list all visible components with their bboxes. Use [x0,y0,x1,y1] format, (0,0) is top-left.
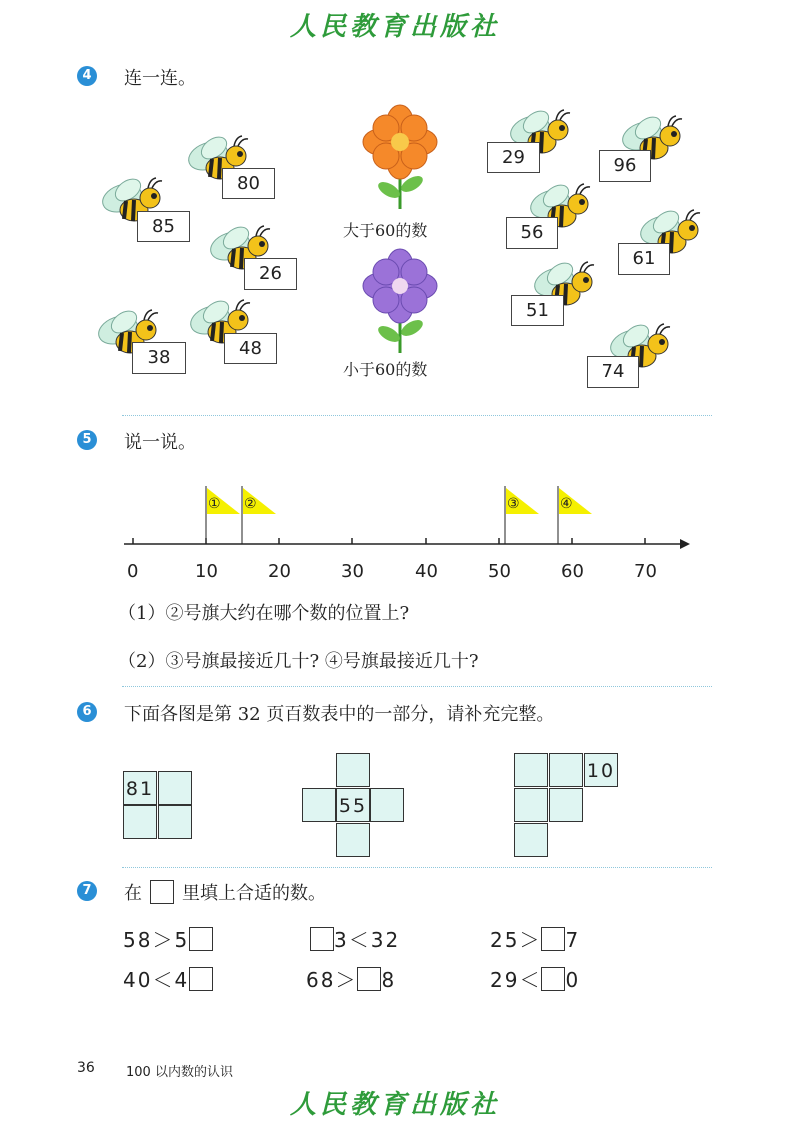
grid-cell-blank[interactable] [123,805,157,839]
flag-2 [242,486,276,544]
inequality-left: 29＜ [490,968,542,992]
question-4-text: 连一连。 [124,68,196,89]
bee-number-box[interactable]: 85 [137,211,190,242]
flag-3 [505,486,539,544]
bee-number-box[interactable]: 26 [244,258,297,290]
question-6-text: 下面各图是第 32 页百数表中的一部分，请补充完整。 [124,704,555,725]
answer-blank[interactable] [189,967,213,991]
flag-2-label: ② [244,496,257,512]
bee-number-box[interactable]: 96 [599,150,651,182]
inequality-item [306,964,396,993]
bee-number-box[interactable]: 74 [587,356,639,388]
inequality-right: 3＜32 [334,928,401,952]
question-4-badge: 4 [77,66,97,86]
grid-cell-blank[interactable] [549,788,583,822]
bee-number-box[interactable]: 29 [487,142,540,173]
grid-cell: 81 [123,771,157,805]
grid-cell-blank[interactable] [514,788,548,822]
bee-number-box[interactable]: 61 [618,243,670,275]
inequality-item [123,964,213,993]
inequality-left: 40＜4 [123,968,190,992]
grid-cell-blank[interactable] [336,823,370,857]
inequality-right: 0 [565,968,581,992]
flag-4 [558,486,592,544]
publisher-logo-bottom: 人民教育出版社 [290,1090,501,1120]
flower-icon [355,104,445,214]
publisher-logo-top: 人民教育出版社 [290,12,501,42]
bee-number-box[interactable]: 51 [511,295,564,326]
question-7-text-pre: 在 [124,883,142,904]
question-6-badge: 6 [77,702,97,722]
chapter-title: 100 以内数的认识 [126,1065,233,1080]
tick-label: 70 [634,561,657,582]
divider [122,415,712,416]
inequality-left: 25＞ [490,928,542,952]
grid-cell-blank[interactable] [336,753,370,787]
grid-cell: 10 [584,753,618,787]
inequality-left: 68＞ [306,968,358,992]
answer-blank[interactable] [189,927,213,951]
question-5-sub2: （2）③号旗最接近几十? ④号旗最接近几十? [118,651,479,672]
bee-number-box[interactable]: 56 [506,217,558,249]
blank-box-example [150,880,174,904]
tick-marks [133,538,645,544]
divider [122,686,712,687]
hundred-chart-grid-3 [514,753,618,857]
tick-label: 10 [195,561,218,582]
answer-blank[interactable] [357,967,381,991]
flower-purple [355,248,445,362]
flag-1 [206,486,240,544]
flower-label-less: 小于60的数 [343,360,428,379]
question-5-text: 说一说。 [124,432,196,453]
inequality-item [310,924,400,953]
answer-blank[interactable] [541,927,565,951]
question-7-text [124,879,326,905]
hundred-chart-grid-2 [302,753,406,857]
inequality-right: 7 [565,928,581,952]
grid-cell-blank[interactable] [549,753,583,787]
inequality-item [490,964,580,993]
inequality-left: 58＞5 [123,928,190,952]
hundred-chart-grid-1 [123,771,193,839]
inequality-item [123,924,213,953]
grid-cell-blank[interactable] [158,771,192,805]
tick-label: 20 [268,561,291,582]
flower-orange [355,104,445,218]
flower-label-greater: 大于60的数 [343,221,428,240]
question-5-badge: 5 [77,430,97,450]
flag-1-label: ① [208,496,221,512]
grid-cell-blank[interactable] [370,788,404,822]
flag-3-label: ③ [507,496,520,512]
question-7-text-post: 里填上合适的数。 [182,883,326,904]
grid-cell: 55 [336,788,370,822]
divider [122,867,712,868]
question-7-badge: 7 [77,881,97,901]
flag-4-label: ④ [560,496,573,512]
tick-label: 60 [561,561,584,582]
inequality-item [490,924,580,953]
bee-number-box[interactable]: 38 [132,342,186,374]
tick-label: 40 [415,561,438,582]
grid-cell-blank[interactable] [302,788,336,822]
answer-blank[interactable] [541,967,565,991]
tick-label: 0 [127,561,139,582]
bee-number-box[interactable]: 48 [224,333,277,364]
tick-label: 50 [488,561,511,582]
question-5-sub1: （1）②号旗大约在哪个数的位置上? [118,603,410,624]
grid-cell-blank[interactable] [158,805,192,839]
answer-blank[interactable] [310,927,334,951]
tick-label: 30 [341,561,364,582]
inequality-right: 8 [381,968,397,992]
flower-icon [355,248,445,358]
grid-cell-blank[interactable] [514,753,548,787]
bee-number-box[interactable]: 80 [222,168,275,199]
page-number: 36 [77,1060,95,1076]
grid-cell-blank[interactable] [514,823,548,857]
